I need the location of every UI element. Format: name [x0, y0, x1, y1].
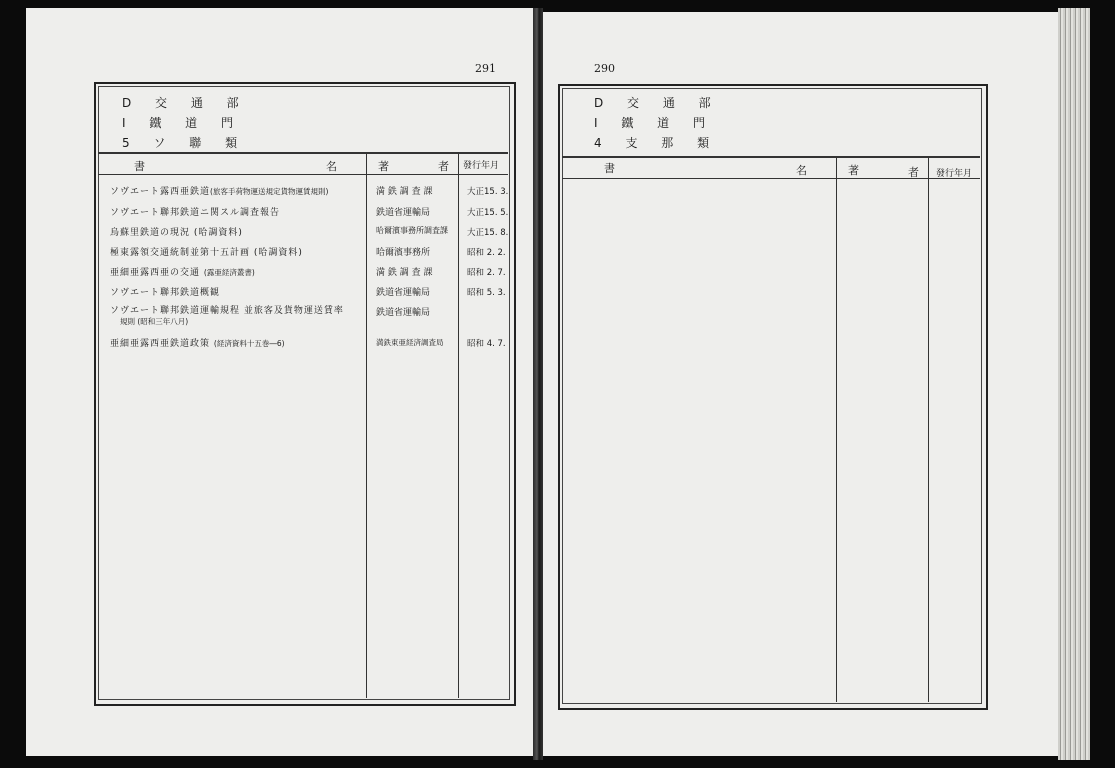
column-header-date: 發行年月 [936, 169, 973, 179]
row-author: 哈爾濱事務所調査課 [376, 226, 448, 235]
header-divider [562, 156, 980, 158]
heading-division: D 交 通 部 [122, 96, 249, 110]
column-header-author-a: 著 [848, 164, 859, 177]
row-title: ソヴエート聯邦鉄道運輸規程 並旅客及貨物運送賃率 [110, 306, 344, 316]
column-header-title-b: 名 [796, 164, 807, 177]
row-title: 烏蘇里鉄道の現況 (哈調資料) [110, 228, 243, 238]
row-date: 昭和 4. 7. [467, 339, 506, 349]
row-title: ソヴエート聯邦鉄道概観 [110, 288, 221, 298]
row-author: 満 鉄 調 査 課 [376, 187, 433, 197]
column-header-title-a: 書 [134, 160, 145, 173]
heading-division: D 交 通 部 [594, 96, 721, 110]
column-divider-title [836, 157, 837, 702]
row-title-line2: 規則 (昭和三年八月) [120, 317, 189, 326]
heading-category: 5 ソ 聯 類 [122, 136, 248, 150]
row-title-note: (露亜経済叢書) [203, 268, 255, 277]
row-author: 哈爾濱事務所 [376, 248, 431, 258]
row-title-note: (経済資料十五巻―6) [213, 339, 285, 348]
row-date: 昭和 2. 2. [467, 248, 506, 258]
row-title-note: (旅客手荷物運送規定貨物運賃規則) [210, 187, 329, 196]
row-title: ソヴエート聯邦鉄道ニ関スル調査報告 [110, 208, 281, 218]
column-divider-author [928, 157, 929, 702]
row-author: 鉄道省運輸局 [376, 288, 431, 298]
column-header-author-b: 者 [438, 160, 449, 173]
heading-section: I 鐵 道 門 [594, 116, 715, 130]
column-header-title-a: 書 [604, 162, 615, 175]
column-header-title-b: 名 [326, 160, 337, 173]
row-author: 鉄道省運輸局 [376, 208, 431, 218]
heading-category: 4 支 那 類 [594, 136, 720, 150]
row-author: 満鉄東亜経済調査局 [376, 338, 444, 347]
row-author: 満 鉄 調 査 課 [376, 268, 433, 278]
row-title: 極東露領交通統制並第十五計画 (哈調資料) [110, 248, 303, 258]
row-title: ソヴエート露西亜鉄道 [110, 187, 211, 197]
page-number: 290 [594, 62, 615, 75]
row-date: 昭和 5. 3. [467, 288, 506, 298]
heading-section: I 鐵 道 門 [122, 116, 243, 130]
row-author: 鉄道省運輸局 [376, 308, 431, 318]
column-header-date: 發行年月 [463, 161, 500, 171]
row-date: 大正15. 3. [467, 187, 509, 197]
row-title: 亜細亜露西亜鉄道政策 [110, 339, 211, 349]
column-header-author-b: 者 [908, 166, 919, 179]
row-date: 大正15. 8. [467, 228, 509, 238]
page-number: 291 [475, 62, 496, 75]
row-date: 昭和 2. 7. [467, 268, 506, 278]
column-header-author-a: 著 [378, 160, 389, 173]
table-frame-inner [562, 88, 982, 704]
row-date: 大正15. 5. [467, 208, 509, 218]
row-title: 亜細亜露西亜の交通 [110, 268, 201, 278]
